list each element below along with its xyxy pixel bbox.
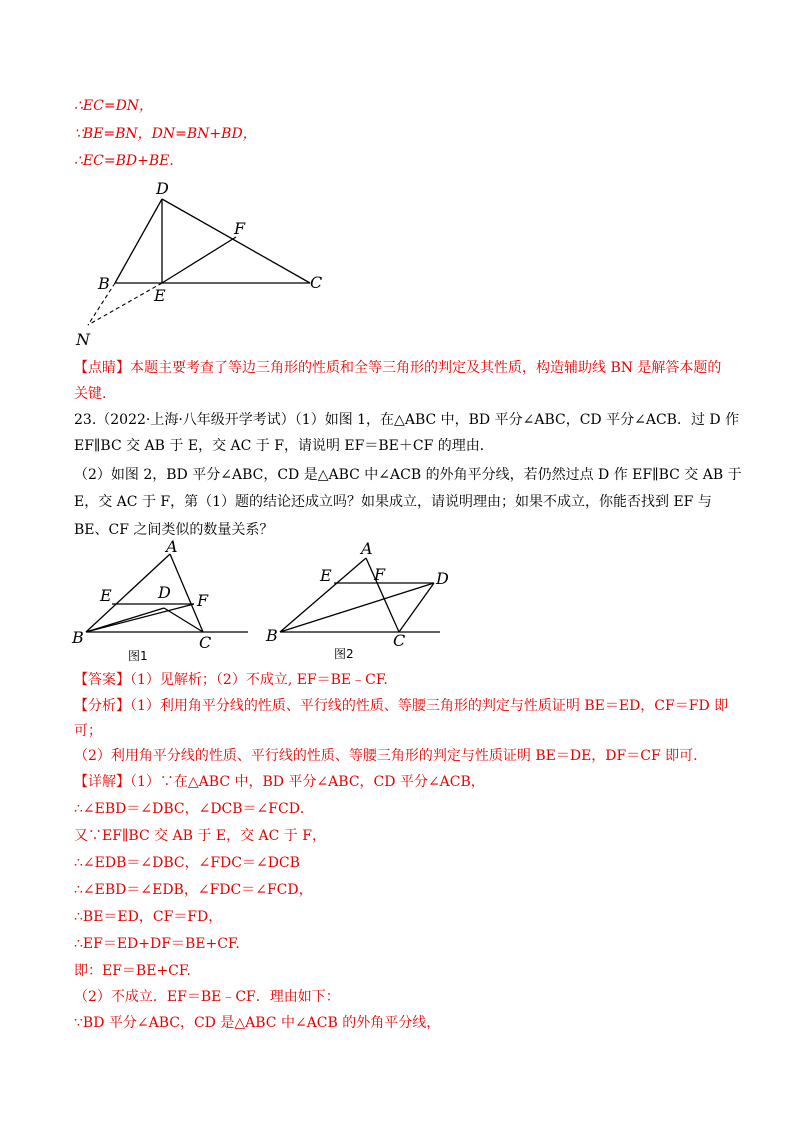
label-B: B (98, 274, 110, 293)
analysis-tag: 【分析】 (74, 698, 130, 714)
figure-top (70, 175, 340, 350)
detail-line-10: ∵BD 平分∠ABC，CD 是△ABC 中∠ACB 的外角平分线， (74, 1015, 441, 1031)
detail-line-8: 即：EF＝BE+CF. (74, 963, 191, 979)
analysis-line-3: （2）利用角平分线的性质、平行线的性质、等腰三角形的判定与性质证明 BE＝DE，DF＝CF 即可. (74, 748, 698, 764)
detail-line-6: ∴BE＝ED，CF＝FD， (74, 909, 223, 925)
fig1-label-D: D (158, 583, 171, 602)
comment-tag: 【点睛】 (74, 360, 130, 376)
label-E: E (154, 286, 166, 305)
comment-line-2: 关键. (74, 386, 107, 402)
fig1-label-F: F (197, 591, 209, 610)
fig2-label-A: A (361, 539, 373, 558)
detail-line-3: 又∵EF∥BC 交 AB 于 E，交 AC 于 F， (74, 828, 326, 844)
comment-text-1: 本题主要考查了等边三角形的性质和全等三角形的判定及其性质，构造辅助线 BN 是解答本题的 (130, 360, 722, 376)
label-F: F (234, 219, 246, 238)
label-N: N (76, 330, 90, 349)
answer-line (74, 670, 388, 690)
fig1-label-E: E (100, 586, 112, 605)
fig1-label-A: A (166, 538, 178, 556)
proof-line-2: ∵BE=BN，DN=BN+BD， (74, 126, 257, 142)
problem-line-2: EF∥BC 交 AB 于 E，交 AC 于 F，请说明 EF＝BE＋CF 的理由． (74, 438, 494, 454)
fig2-label-C: C (393, 631, 406, 650)
proof-line-1: ∴EC=DN， (74, 98, 154, 114)
detail-line-9: （2）不成立．EF＝BE﹣CF．理由如下： (74, 989, 340, 1005)
fig2-label-B: B (266, 626, 278, 645)
fig2-label-D: D (436, 569, 449, 588)
problem-part1-1: （1）如图 1，在△ABC 中，BD 平分∠ABC，CD 平分∠ACB．过 D 作 (294, 412, 740, 428)
problem-line-1 (74, 410, 739, 430)
answer-text: （1）见解析；（2）不成立, EF＝BE﹣CF. (130, 672, 388, 688)
fig2-label-E: E (320, 566, 332, 585)
proof-line-3: ∴EC=BD+BE. (74, 153, 174, 169)
fig1-caption: 图1 (128, 649, 148, 663)
answer-tag: 【答案】 (74, 672, 130, 688)
fig2-label-F: F (374, 565, 386, 584)
comment-line-1 (74, 358, 721, 378)
fig1-label-B: B (72, 628, 84, 647)
problem-line-3: （2）如图 2，BD 平分∠ABC，CD 是△ABC 中∠ACB 的外角平分线，若仍然过点 D 作 EF∥BC 交 AB 于 (74, 467, 742, 483)
analysis-text-1: （1）利用角平分线的性质、平行线的性质、等腰三角形的判定与性质证明 BE＝ED，CF＝FD 即 (130, 698, 729, 714)
problem-line-4: E，交 AC 于 F，第（1）题的结论还成立吗？如果成立，请说明理由；如果不成立，你能否找到 EF 与 (74, 494, 712, 510)
detail-line-1 (74, 772, 485, 792)
detail-line-7: ∴EF＝ED+DF＝BE+CF. (74, 936, 240, 952)
figure-1 (66, 538, 256, 668)
label-D: D (156, 179, 169, 198)
detail-line-4: ∴∠EDB＝∠DBC，∠FDC＝∠DCB (74, 855, 300, 871)
fig2-caption: 图2 (334, 647, 354, 661)
label-C: C (310, 273, 323, 292)
problem-number: 23. (74, 412, 97, 428)
problem-line-5: BE、CF 之间类似的数量关系？ (74, 522, 274, 538)
detail-line-2: ∴∠EBD＝∠DBC，∠DCB＝∠FCD． (74, 801, 314, 817)
analysis-line-2: 可； (74, 723, 102, 739)
analysis-line-1 (74, 696, 728, 716)
detail-tag: 【详解】 (74, 774, 130, 790)
detail-line-5: ∴∠EBD＝∠EDB，∠FDC＝∠FCD， (74, 882, 313, 898)
problem-source: （2022·上海·八年级开学考试） (96, 412, 295, 428)
detail-text-1: （1）∵在△ABC 中，BD 平分∠ABC，CD 平分∠ACB， (130, 774, 485, 790)
fig1-label-C: C (199, 633, 212, 652)
figure-2 (262, 538, 462, 668)
